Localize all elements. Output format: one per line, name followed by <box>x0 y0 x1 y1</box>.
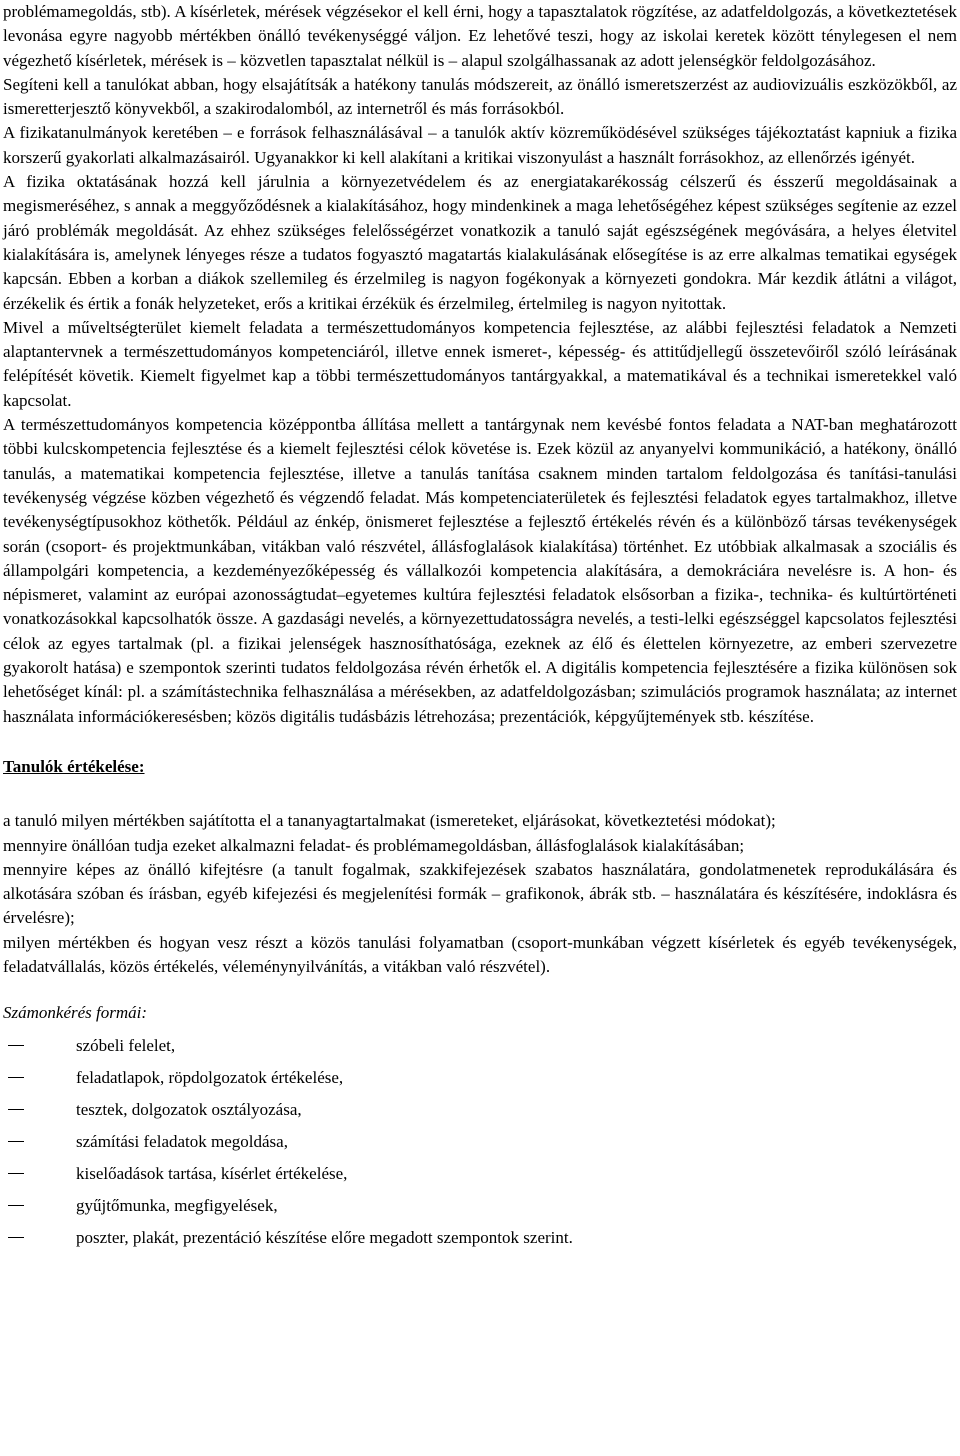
body-paragraph: A fizikatanulmányok keretében – e források felhasználásával – a tanulók aktív közreműködésével szükséges tájékoztatást kapniuk a fizika korszerű gyakorlati alkalmazásairól. Ugyanakkor ki kell alakítani a kritikai viszonyulást a használt forrásokhoz, az ellenőrzés igényét. <box>3 123 957 167</box>
list-item-text: kiselőadások tartása, kísérlet értékelése, <box>76 1163 348 1183</box>
list-item <box>3 1222 957 1254</box>
list-item <box>3 1030 957 1062</box>
evaluation-heading: Tanulók értékelése: <box>3 756 145 776</box>
list-item <box>3 1190 957 1222</box>
body-paragraph: Segíteni kell a tanulókat abban, hogy elsajátítsák a hatékony tanulás módszereit, az önálló ismeretszerzést az audiovizuális eszközökből, az ismeretterjesztő könyvekből, a szakirodalomból, az internetről és más forrásokból. <box>3 74 957 119</box>
list-item <box>3 1158 957 1190</box>
list-item <box>3 1094 957 1126</box>
assessment-list <box>3 1030 957 1254</box>
evaluation-criterion: a tanuló milyen mértékben sajátította el a tananyagtartalmakat (ismereteket, eljárásokat, következtetési módokat); <box>3 811 776 831</box>
list-item <box>3 1062 957 1094</box>
assessment-heading: Számonkérés formái: <box>3 1003 148 1023</box>
evaluation-criterion: milyen mértékben és hogyan vesz részt a közös tanulási folyamatban (csoport-munkában végzett kísérletek és egyéb tevékenységek, feladatvállalás, közös értékelés, véleménynyilvánítás, a vitákban való részvétel). <box>3 932 957 976</box>
list-item-text: gyűjtőmunka, megfigyelések, <box>76 1195 278 1215</box>
body-paragraph: A természettudományos kompetencia középpontba állítása mellett a tantárgynak nem kevésbé fontos feladata a NAT-ban meghatározott többi kulcskompetencia fejlesztése és a kiemelt fejlesztési célok követése is. Ezek közül az anyanyelvi kommunikáció, a hatékony, önálló tanulás, a matematikai kompetencia fejlesztése, illetve a tanulás tanítása csaknem minden tartalom feldolgozása és tanítási-tanulási tevékenység végzése közben végezhető és végzendő feladat. Más kompetenciaterületek és fejlesztési feladatok egyes tartalmakhoz, illetve tevékenységtípusokhoz köthetők. Például az énkép, önismeret fejlesztése a fejlesztő értékelés révén és a különböző társas tevékenységek során (csoport- és projektmunkában, vitákban való részvétel, állásfoglalások kialakítása) történhet. Ez utóbbiak alkalmasak a szociális és állampolgári kompetencia, a kezdeményezőképesség és vállalkozói kompetencia alakítására, a demokráciára nevelésre is. A hon- és népismeret, valamint az európai azonosságtudat–egyetemes kultúra fejlesztési feladatok elsősorban a fizika-, technika- és kultúrtörténeti vonatkozásokkal kapcsolhatók össze. A gazdasági nevelés, a környezettudatosságra nevelés, a testi-lelki egészséggel kapcsolatos fejlesztési célok az egyes tartalmak (pl. a fizikai jelenségek hasznosíthatósága, ezeknek az élő és élettelen környezetre, az emberi szervezetre gyakorolt hatása) e szempontok szerinti tudatos feldolgozása révén érhetők el. A digitális kompetencia fejlesztésére a fizika különösen sok lehetőséget kínál: pl. a számítástechnika felhasználása a mérésekben, az adatfeldolgozásban; szimulációs programok használata; az internet használata információkeresésben; közös digitális tudásbázis létrehozása; prezentációk, képgyűjtemények stb. készítése. <box>3 415 957 726</box>
body-paragraph: A fizika oktatásának hozzá kell járulnia a környezetvédelem és az energiatakarékosság célszerű és ésszerű megoldásainak a megismeréséhez, s annak a meggyőződésnek a kialakításához, hogy mindenkinek a maga lehetőségéhez képest szükséges segítenie az ezzel járó problémák megoldását. Az ehhez szükséges felelősségérzet vonatkozik a tanuló saját egészségének megóvására, a helyes életvitel kialakítására is, amelynek lényeges része a tudatos fogyasztó magatartás kialakulásának elősegítése is az erre alkalmas tematikai egységek kapcsán. Ebben a korban a diákok szellemileg és érzelmileg is nagyon fogékonyak a környezeti gondokra. Már kezdik átlátni a világot, érzékelik és értik a fonák helyzeteket, erős a kritikai érzékük és érzelmileg, értelmileg is nagyon nyitottak. <box>3 172 957 313</box>
list-item-text: szóbeli felelet, <box>76 1035 176 1055</box>
evaluation-criterion: mennyire önállóan tudja ezeket alkalmazni feladat- és problémamegoldásban, állásfoglalások kialakításában; <box>3 835 745 855</box>
body-paragraph: problémamegoldás, stb). A kísérletek, mérések végzésekor el kell érni, hogy a tapasztalatok rögzítése, az adatfeldolgozás, a következtetések levonása egyre nagyobb mértékben önálló tevékenységgé váljon. Ez lehetővé teszi, hogy az iskolai keretek között ténylegesen el nem végezhető kísérletek, mérések is – közvetlen tapasztalat nélkül is – alapul szolgálhassanak az adott jelenségkör feldolgozásához. <box>3 2 957 70</box>
list-item-text: számítási feladatok megoldása, <box>76 1131 288 1151</box>
list-item <box>3 1126 957 1158</box>
body-paragraph: Mivel a műveltségterület kiemelt feladata a természettudományos kompetencia fejlesztése, az alábbi fejlesztési feladatok a Nemzeti alaptantervnek a természettudományos kompetenciáról, illetve ennek ismeret-, képesség- és attitűdjellegű összetevőiről szóló leírásának felépítését követik. Kiemelt figyelmet kap a többi természettudományos tantárgyakkal, a matematikával és a technikai ismeretekkel való kapcsolat. <box>3 317 957 410</box>
list-item-text: poszter, plakát, prezentáció készítése előre megadott szempontok szerint. <box>76 1227 573 1247</box>
list-item-text: feladatlapok, röpdolgozatok értékelése, <box>76 1067 344 1087</box>
list-item-text: tesztek, dolgozatok osztályozása, <box>76 1099 302 1119</box>
evaluation-criterion: mennyire képes az önálló kifejtésre (a tanult fogalmak, szakkifejezések szabatos használatára, gondolatmenetek reprodukálására és alkotására szóban és írásban, egyéb kifejezési és megjelenítési formák – grafikonok, ábrák stb. – használatára és készítésére, indoklásra és érvelésre); <box>3 859 957 928</box>
